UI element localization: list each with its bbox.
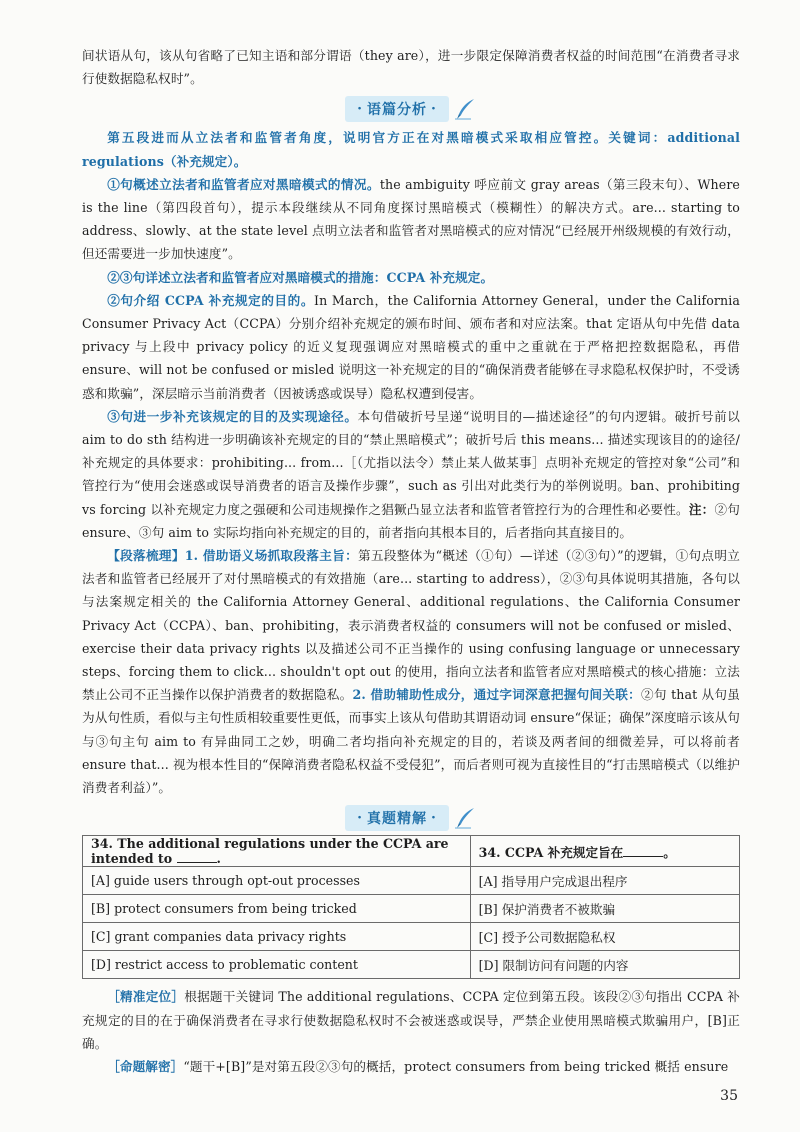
summary-paragraph: 第五段进而从立法者和监管者角度，说明官方正在对黑暗模式采取相应管控。关键词：additional regulations（补充规定）。	[82, 130, 740, 169]
section-title: 语篇分析	[367, 102, 427, 119]
section-title: 真题精解	[367, 811, 427, 828]
sentence3-heading: ③句进一步补充该规定的目的及实现途径。	[107, 408, 358, 424]
summary-point2-body: ②句 that 从句虽为从句性质，看似与主句性质相较重要性更低，而事实上该从句借助其谓语动词 ensure“保证；确保”深度暗示该从句与③句主句 aim to 有异曲同工之妙，明确二者均指向补充规定的目的，若谈及两者间的细微差异，可以将前者 ensure that... 视为根本性目的“保障消费者隐私权益不受侵犯”，而后者则可视为直接性目的“打击黑暗模式（以维护消费者利益）”。	[82, 687, 740, 796]
sentence23-heading: ②③句详述立法者和监管者应对黑暗模式的措施：CCPA 补充规定。	[107, 269, 494, 285]
sentence1-body: the ambiguity 呼应前文 gray areas（第三段末句）、Where is the line（第四段首句），提示本段继续从不同角度探讨黑暗模式（模糊性）的解决方式。are... starting to address、slowly、at the state level 点明立法者和监管者对黑暗模式的应对情况“已经展开州级规模的有效行动，但还需要进一步加快速度”。	[82, 176, 740, 262]
quill-pen-icon	[453, 97, 477, 121]
dot-right: ·	[431, 101, 437, 118]
section-header-discourse	[82, 96, 740, 122]
option-row	[83, 923, 740, 951]
option-zh: [D] 限制访问有问题的内容	[470, 951, 739, 979]
summary-point1-body: 第五段整体为“概述（①句）—详述（②③句）”的逻辑，①句点明立法者和监管者已经展开了对付黑暗模式的有效措施（are... starting to address），②③句具体说明其措施，各句以与法案规定相关的 the California Attorney General、additional regulations、the California Consumer Privacy Act（CCPA）、ban、prohibiting，表示消费者权益的 consumers will not be confused or misled、exercise their data privacy rights 以及描述公司不正当操作的 using confusing language or unnecessary steps、forcing them to click... shouldn't opt out 的使用，指向立法者和监管者应对黑暗模式的核心措施：立法禁止公司不正当操作以保护消费者的数据隐私。	[82, 548, 740, 703]
question-en-end: .	[216, 851, 221, 867]
section-header-exam	[82, 805, 740, 831]
option-en: [D] restrict access to problematic content	[83, 951, 471, 979]
section-title-box	[345, 96, 449, 122]
sentence3-analysis	[82, 405, 740, 544]
option-en: [C] grant companies data privacy rights	[83, 923, 471, 951]
sentence2-body: In March，the California Attorney General，under the California Consumer Privacy Act（CCPA）分别介绍补充规定的颁布时间、颁布者和对应法案。that 定语从句中先借 data privacy 与上段中 privacy policy 的近义复现强调应对黑暗模式的重中之重就在于严格把控数据隐私，再借 ensure、will not be confused or misled 说明这一补充规定的目的“确保消费者能够在寻求隐私权保护时，不受诱惑和欺骗”，深层暗示当前消费者（因被诱惑或误导）隐私权遭到侵害。	[82, 292, 740, 401]
option-row	[83, 867, 740, 895]
note-label: 注：	[688, 501, 715, 517]
dot-right: ·	[431, 810, 437, 827]
summary-point1-heading: 1. 借助语义场抓取段落主旨：	[184, 548, 359, 564]
answer-blank	[177, 852, 217, 863]
option-en: [A] guide users through opt-out processes	[83, 867, 471, 895]
sentence2-heading: ②句介绍 CCPA 补充规定的目的。	[107, 292, 315, 308]
decode-tag: ［命题解密］	[107, 1058, 184, 1074]
sentence2-analysis	[82, 289, 740, 405]
question-zh-text: 34. CCPA 补充规定旨在	[478, 844, 624, 860]
decode-body: “题干+[B]”是对第五段②③句的概括，protect consumers from being tricked 概括 ensure	[183, 1058, 729, 1074]
option-zh: [C] 授予公司数据隐私权	[470, 923, 739, 951]
paragraph-summary	[82, 544, 740, 799]
option-zh: [B] 保护消费者不被欺骗	[470, 895, 739, 923]
question-en	[83, 836, 471, 867]
question-en-text: 34. The additional regulations under the CCPA are intended to	[91, 836, 449, 867]
quill-pen-icon	[453, 806, 477, 830]
sentence1-heading: ①句概述立法者和监管者应对黑暗模式的情况。	[107, 176, 380, 192]
summary-point2-heading: 2. 借助辅助性成分，通过字词深意把握句间关联：	[352, 687, 642, 703]
option-row	[83, 895, 740, 923]
locate-body: 根据题干关键词 The additional regulations、CCPA 定位到第五段。该段②③句指出 CCPA 补充规定的目的在于确保消费者在寻求行使数据隐私权时不会被迷惑或误导，严禁企业使用黑暗模式欺骗用户，[B]正确。	[82, 989, 740, 1051]
option-en: [B] protect consumers from being tricked	[83, 895, 471, 923]
locate-paragraph	[82, 985, 740, 1055]
section-title-box	[345, 805, 449, 831]
question-row	[83, 836, 740, 867]
sentence3-body: 本句借破折号呈递“说明目的—描述途径”的句内逻辑。破折号前以 aim to do sth 结构进一步明确该补充规定的目的“禁止黑暗模式”；破折号后 this means... 描述实现该目的的途径/补充规定的具体要求：prohibiting... from...［（尤指以法令）禁止某人做某事］点明补充规定的管控对象“公司”和管控行为“使用会迷惑或误导消费者的语言及操作步骤”，such as 引出对此类行为的举例说明。ban、prohibiting vs forcing 以补充规定力度之强硬和公司违规操作之猖獗凸显立法者和监管者管控行为的合理性和必要性。	[82, 408, 740, 517]
option-row	[83, 951, 740, 979]
decode-paragraph	[82, 1055, 740, 1078]
question-zh-end: 。	[663, 844, 676, 860]
answer-blank	[623, 846, 663, 857]
question-table	[82, 835, 740, 979]
option-zh: [A] 指导用户完成退出程序	[470, 867, 739, 895]
paragraph-summary-tag: 【段落梳理】	[107, 548, 185, 564]
intro-paragraph: 间状语从句，该从句省略了已知主语和部分谓语（they are），进一步限定保障消费者权益的时间范围“在消费者寻求行使数据隐私权时”。	[82, 48, 740, 87]
locate-tag: ［精准定位］	[107, 989, 185, 1005]
page-number: 35	[720, 1088, 738, 1104]
dot-left: ·	[357, 810, 363, 827]
dot-left: ·	[357, 101, 363, 118]
question-zh	[470, 836, 739, 867]
sentence1-analysis	[82, 173, 740, 266]
note-body: ②句 ensure、③句 aim to 实际均指向补充规定的目的，前者指向其根本目的，后者指向其直接目的。	[82, 501, 740, 540]
